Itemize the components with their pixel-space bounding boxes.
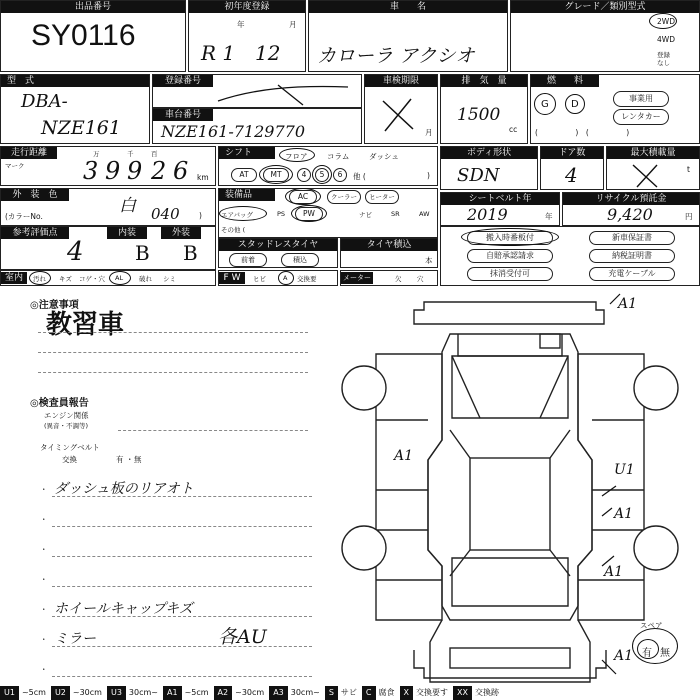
damage-legend xyxy=(0,686,700,700)
doc-checks-cell xyxy=(440,226,700,286)
fuel-cell xyxy=(530,74,700,144)
shift-6: 6 xyxy=(333,168,347,182)
spare-yes: 有 xyxy=(642,648,652,659)
engine-sub: (異音・不調等) xyxy=(44,422,89,430)
unit-hyaku: 百 xyxy=(151,150,158,158)
equip-aw: AW xyxy=(419,210,430,218)
damage-mark-right-quarter: A1 xyxy=(604,564,624,580)
displacement-cell xyxy=(440,74,528,144)
meter-row xyxy=(340,270,438,286)
notes-line-2 xyxy=(38,352,308,353)
meter-hole: 穴 xyxy=(417,275,424,283)
tires-label: タイヤ積込 xyxy=(341,239,437,251)
model-cell xyxy=(0,74,150,144)
equip-navi: ナビ xyxy=(359,211,372,219)
damage-mark-front-bumper: A1 xyxy=(618,296,638,312)
doors-cell xyxy=(540,146,604,190)
notes-line-3 xyxy=(38,372,308,373)
inspector-line-1: ダッシュ板のリアオト xyxy=(54,481,194,497)
fuel-label: 燃 料 xyxy=(531,75,599,87)
model-label: 型 式 xyxy=(1,75,149,87)
spare-label: スペア xyxy=(640,621,663,630)
shift-at: AT xyxy=(231,168,257,182)
shift-mt: MT xyxy=(263,168,289,182)
legend-desc: サビ xyxy=(340,688,357,697)
fw-crack: ヒビ xyxy=(253,275,266,283)
inspector-line-5: ホイールキャップキズ xyxy=(54,601,193,617)
int-torn: 破れ xyxy=(139,275,152,283)
legend-code: XX xyxy=(453,686,472,700)
shift-column: コラム xyxy=(327,152,350,161)
mileage-digit-3: 9 xyxy=(127,157,143,185)
int-al: AL xyxy=(115,274,124,282)
capacity-cell xyxy=(606,146,700,190)
equipment-label: 装備品 xyxy=(219,189,275,201)
inspection-label: 車検期限 xyxy=(365,75,437,87)
damage-mark-left-door: A1 xyxy=(394,448,414,464)
chassis-label: 車台番号 xyxy=(153,109,213,121)
chassis-cell xyxy=(152,108,362,144)
exterior-score: B xyxy=(183,241,198,265)
registration-number-label: 登録番号 xyxy=(153,75,213,87)
int-stain: シミ xyxy=(163,275,176,283)
unit-sen: 千 xyxy=(127,150,134,158)
2wd-circle xyxy=(649,13,677,29)
interior-score: B xyxy=(135,241,150,265)
shift-other: 他 ( xyxy=(353,172,366,181)
shift-label: シフト xyxy=(219,147,275,159)
engine-label: エンジン関係 xyxy=(44,411,89,420)
timing-exchange: 交換 xyxy=(62,455,77,464)
recycle-label: リサイクル預託金 xyxy=(563,193,699,205)
spare-yes-circle xyxy=(637,639,659,659)
car-name-value: カローラ アクシオ xyxy=(317,45,475,67)
legend-desc: 30cm~ xyxy=(128,688,158,697)
inspector-line-6b: 各AU xyxy=(218,626,267,648)
studless-cell xyxy=(218,238,338,268)
fw-row xyxy=(218,270,338,286)
fuel-g: G xyxy=(541,99,549,110)
capacity-unit: t xyxy=(687,165,690,174)
damage-mark-right-front: U1 xyxy=(614,462,635,478)
equip-airbag: エアバッグ xyxy=(221,211,253,219)
option-2wd: 2WD xyxy=(657,17,675,26)
legend-code: U3 xyxy=(107,686,126,700)
report-line-1 xyxy=(52,496,312,497)
first-registration-label: 初年度登録 xyxy=(189,1,305,13)
inspector-label: ◎検査員報告 xyxy=(30,398,89,409)
shift-mt-circle xyxy=(259,165,293,184)
displacement-unit: cc xyxy=(509,125,518,134)
mileage-digit-4: 2 xyxy=(151,157,167,185)
report-line-6 xyxy=(52,646,312,647)
bullet-7: ・ xyxy=(40,665,48,674)
color-code-label: (カラーNo. xyxy=(5,212,43,221)
shift-4: 4 xyxy=(297,168,311,182)
notes-label: ◎注意事項 xyxy=(30,300,79,311)
shift-other-close: ) xyxy=(427,171,430,180)
car-name-label: 車 名 xyxy=(309,1,507,13)
inspection-x-mark xyxy=(379,95,419,135)
seatbelt-cell xyxy=(440,192,560,226)
bullet-4: ・ xyxy=(40,575,48,584)
legend-code: A1 xyxy=(163,686,182,700)
shift-floor-circle xyxy=(279,148,315,162)
legend-desc: ~5cm xyxy=(21,688,46,697)
engine-line xyxy=(118,430,308,431)
fw-row-label: F W xyxy=(219,272,245,284)
studless-label: スタッドレスタイヤ xyxy=(219,239,337,251)
seatbelt-value: 2019 xyxy=(467,205,508,224)
meter-missing: 欠 xyxy=(395,275,402,283)
check-plate: 搬入時番板付 xyxy=(467,231,553,245)
shift-cell xyxy=(218,146,438,186)
interior-row-label: 室内 xyxy=(1,272,27,284)
fuel-g-circle xyxy=(534,93,556,115)
legend-code: U1 xyxy=(0,686,19,700)
displacement-label: 排 気 量 xyxy=(441,75,527,87)
bullet-5: ・ xyxy=(40,605,48,614)
inspection-cell xyxy=(364,74,438,144)
equip-sr: SR xyxy=(391,210,400,218)
bullet-2: ・ xyxy=(40,515,48,524)
doors-label: ドア数 xyxy=(541,147,603,159)
mileage-cell xyxy=(0,146,216,186)
legend-code: C xyxy=(362,686,376,700)
year-label: 年 xyxy=(237,20,245,29)
interior-label: 内装 xyxy=(107,227,147,239)
option-4wd: 4WD xyxy=(657,35,675,44)
legend-desc: 交換跡 xyxy=(474,688,499,697)
tires-cell xyxy=(340,238,438,268)
legend-code: U2 xyxy=(51,686,70,700)
legend-desc: ~30cm xyxy=(72,688,102,697)
timing-label: タイミングベルト xyxy=(40,443,100,452)
body-type-label: ボディ形状 xyxy=(441,147,537,159)
capacity-x-mark xyxy=(627,161,667,189)
equipment-cell xyxy=(218,188,438,238)
inspection-month-label: 月 xyxy=(425,128,433,137)
equip-ac: AC xyxy=(289,190,317,204)
legend-desc: 30cm~ xyxy=(290,688,320,697)
month-label: 月 xyxy=(289,20,297,29)
damage-mark-right-rear: A1 xyxy=(614,506,634,522)
body-type-cell xyxy=(440,146,538,190)
bullet-3: ・ xyxy=(40,545,48,554)
grade-cell xyxy=(510,0,700,72)
timing-no: 無 xyxy=(134,455,142,464)
check-plate-circle xyxy=(461,228,559,246)
mileage-unit: km xyxy=(197,173,209,182)
mileage-mark: マーク xyxy=(5,162,25,170)
business-use: 事業用 xyxy=(613,91,669,107)
grade-label: グレード／類別型式 xyxy=(511,1,699,13)
doors-value: 4 xyxy=(565,163,578,187)
exterior-label: 外装 xyxy=(161,227,201,239)
interior-row xyxy=(0,270,216,286)
scores-label: 参考評価点 xyxy=(1,227,69,239)
check-tax: 納税証明書 xyxy=(589,249,675,263)
shift-5-circle xyxy=(312,165,332,184)
color-value: 白 xyxy=(119,196,136,216)
color-code: 040 xyxy=(151,205,180,223)
equip-airbag-circle xyxy=(219,206,267,221)
int-dirt: 汚れ xyxy=(33,275,46,283)
legend-code: A3 xyxy=(269,686,288,700)
first-registration-era: R 1 xyxy=(201,41,236,65)
displacement-value: 1500 xyxy=(457,105,501,125)
color-code-close: ) xyxy=(199,211,202,220)
shift-dash: ダッシュ xyxy=(369,152,399,161)
body-type-value: SDN xyxy=(457,165,500,186)
equip-pw: PW xyxy=(295,207,323,221)
mileage-digit-5: 6 xyxy=(173,157,189,185)
int-al-circle xyxy=(109,271,131,285)
recycle-value: 9,420 xyxy=(607,205,653,224)
legend-desc: 腐食 xyxy=(378,688,395,697)
legend-desc: ~5cm xyxy=(184,688,209,697)
check-deregistration: 抹消受付可 xyxy=(467,267,553,281)
bullet-6: ・ xyxy=(40,635,48,644)
fw-a: A xyxy=(283,274,288,282)
lot-number-value: SY0116 xyxy=(31,19,136,52)
spare-no: 無 xyxy=(660,648,670,659)
first-registration-month: 12 xyxy=(255,41,281,65)
model-line1: DBA- xyxy=(21,91,68,112)
notes-line-1 xyxy=(38,332,308,333)
lot-number-label: 出品番号 xyxy=(1,1,185,13)
shift-floor: フロア xyxy=(285,152,308,161)
rental-car: レンタカー xyxy=(613,109,669,125)
equip-cooler: クーラー xyxy=(327,190,361,204)
check-warranty: 新車保証書 xyxy=(589,231,675,245)
bullet-1: ・ xyxy=(40,485,48,494)
studless-front: 前着 xyxy=(229,253,267,267)
int-dirt-circle xyxy=(29,271,51,285)
shift-5: 5 xyxy=(315,168,329,182)
mileage-digit-2: 9 xyxy=(105,157,121,185)
mileage-label: 走行距離 xyxy=(1,147,57,159)
fuel-d: D xyxy=(571,99,579,110)
equip-other: その他 ( xyxy=(221,226,246,234)
equip-heater: ヒーター xyxy=(365,190,399,204)
overall-score: 4 xyxy=(67,237,84,267)
car-name-cell xyxy=(308,0,508,72)
fuel-d-ring xyxy=(565,94,585,114)
mileage-digit-1: 3 xyxy=(83,157,99,185)
timing-yes: 有 xyxy=(116,455,124,464)
recycle-cell xyxy=(562,192,700,226)
legend-code: X xyxy=(400,686,413,700)
legend-desc: ~30cm xyxy=(235,688,265,697)
report-line-3 xyxy=(52,556,312,557)
notes-text: 教習車 xyxy=(46,310,125,340)
capacity-label: 最大積載量 xyxy=(607,147,699,159)
color-label: 外 装 色 xyxy=(1,189,69,201)
check-cable: 充電ケーブル xyxy=(589,267,675,281)
color-cell xyxy=(0,188,216,226)
legend-code: S xyxy=(325,686,338,700)
damage-mark-rear-bumper: A1 xyxy=(614,648,634,664)
strike-mark xyxy=(213,79,353,107)
registration-number-cell xyxy=(152,74,362,108)
fuel-blank: ( ) ( ) xyxy=(535,128,630,137)
legend-code: A2 xyxy=(214,686,233,700)
equip-ac-circle xyxy=(285,188,321,205)
report-line-4 xyxy=(52,586,312,587)
meter-row-label: メーター xyxy=(343,274,371,282)
timing-sep: ・ xyxy=(126,455,134,464)
report-line-2 xyxy=(52,526,312,527)
report-line-5 xyxy=(52,616,312,617)
equip-ps: PS xyxy=(277,210,286,218)
int-burn: コゲ・穴 xyxy=(79,275,105,283)
seatbelt-unit: 年 xyxy=(545,212,553,221)
recycle-unit: 円 xyxy=(685,212,693,221)
legend-desc: 交換要す xyxy=(415,688,448,697)
fw-a-circle xyxy=(278,271,294,285)
option-no-reg: 登録 なし xyxy=(657,51,670,67)
fw-replace: 交換要 xyxy=(297,275,317,283)
chassis-value: NZE161-7129770 xyxy=(161,122,305,141)
lot-number-cell xyxy=(0,0,186,72)
unit-man: 万 xyxy=(93,150,100,158)
seatbelt-label: シートベルト年 xyxy=(441,193,559,205)
int-scratch: キズ xyxy=(59,275,72,283)
studless-loaded: 積込 xyxy=(281,253,319,267)
tires-unit: 本 xyxy=(425,256,433,265)
equip-pw-circle xyxy=(291,205,327,222)
inspector-line-6: ミラー xyxy=(54,631,96,647)
check-insurance: 自賠承認請求 xyxy=(467,249,553,263)
model-line2: NZE161 xyxy=(41,117,121,139)
report-line-7 xyxy=(52,676,312,677)
scores-cell xyxy=(0,226,216,270)
first-registration-cell xyxy=(188,0,306,72)
